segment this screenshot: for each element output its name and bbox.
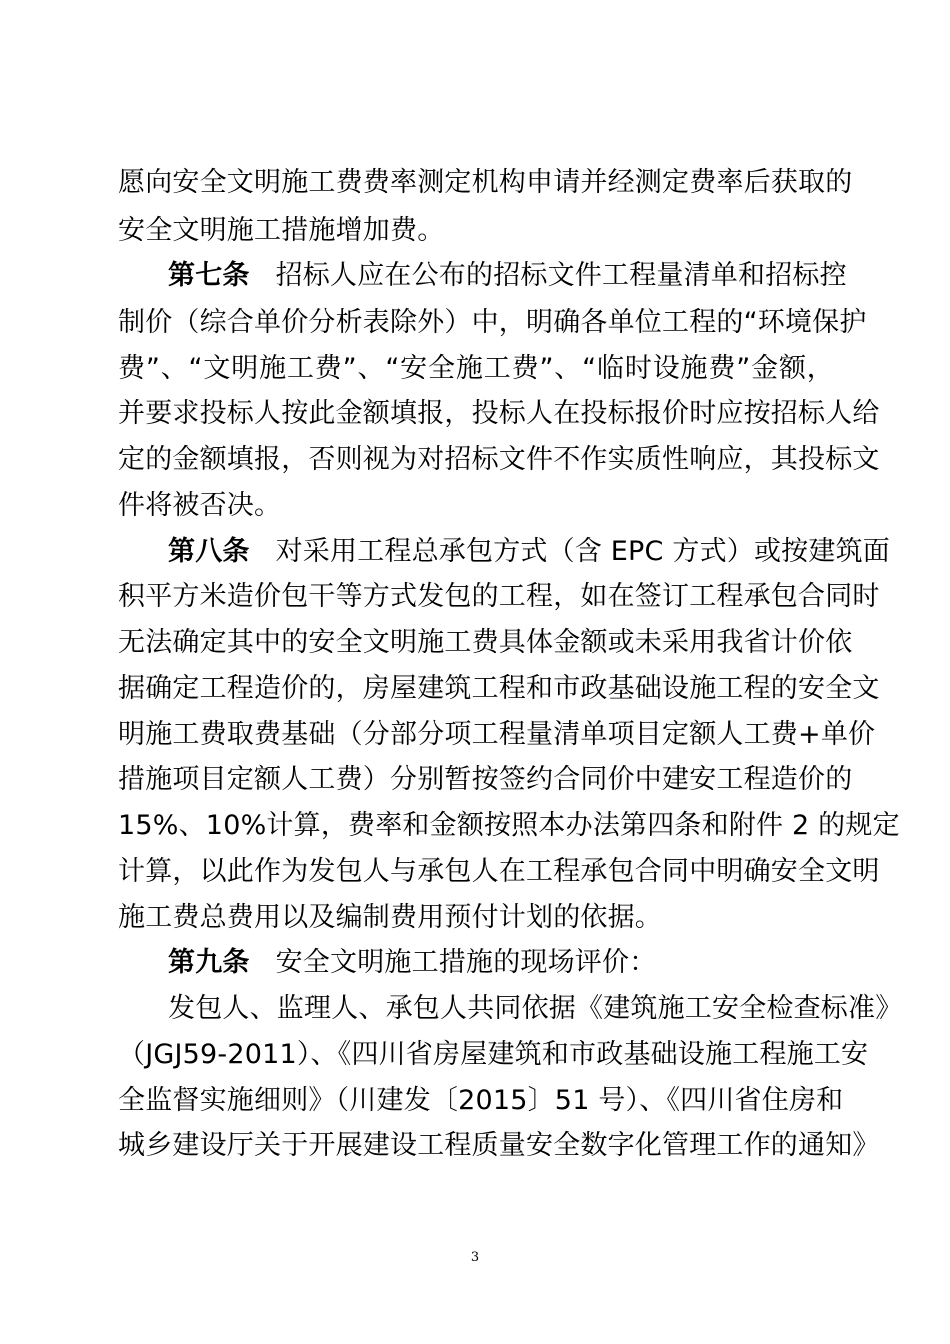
text-line: 施工费总费用以及编制费用预付计划的依据。 bbox=[118, 902, 662, 933]
article-heading: 第八条 bbox=[168, 536, 250, 567]
article-7-first-line bbox=[168, 259, 847, 293]
text-line: 无法确定其中的安全文明施工费具体金额或未采用我省计价依 bbox=[118, 627, 853, 658]
text-line: 安全文明施工措施增加费。 bbox=[118, 215, 445, 246]
text-line: 发包人、监理人、承包人共同依据《建筑施工安全检查标准》 bbox=[168, 993, 903, 1024]
text-line: 计算，以此作为发包人与承包人在工程承包合同中明确安全文明 bbox=[118, 856, 880, 887]
text-line: 全监督实施细则》（川建发〔2015〕51 号）、《四川省住房和 bbox=[118, 1085, 844, 1116]
text-line: 15%、10%计算，费率和金额按照本办法第四条和附件 2 的规定 bbox=[118, 810, 900, 841]
article-heading: 第九条 bbox=[168, 947, 250, 978]
text-line: 并要求投标人按此金额填报，投标人在投标报价时应按招标人给 bbox=[118, 398, 880, 429]
article-heading: 第七条 bbox=[168, 260, 250, 291]
article-text: 安全文明施工措施的现场评价： bbox=[275, 947, 657, 978]
text-line: 愿向安全文明施工费费率测定机构申请并经测定费率后获取的 bbox=[118, 167, 853, 198]
page-number: 3 bbox=[470, 1250, 480, 1265]
text-line: 据确定工程造价的，房屋建筑工程和市政基础设施工程的安全文 bbox=[118, 673, 880, 704]
text-line: 制价（综合单价分析表除外）中，明确各单位工程的“环境保护 bbox=[118, 307, 867, 338]
text-line: 明施工费取费基础（分部分项工程量清单项目定额人工费+单价 bbox=[118, 719, 876, 750]
article-8-first-line bbox=[168, 535, 890, 569]
article-9-first-line bbox=[168, 946, 834, 980]
text-line: 定的金额填报，否则视为对招标文件不作实质性响应，其投标文 bbox=[118, 444, 880, 475]
text-line: 费”、“文明施工费”、“安全施工费”、“临时设施费”金额， bbox=[118, 353, 834, 384]
text-line: 件将被否决。 bbox=[118, 490, 282, 521]
article-text: 对采用工程总承包方式（含 EPC 方式）或按建筑面 bbox=[275, 536, 890, 567]
text-line: 城乡建设厅关于开展建设工程质量安全数字化管理工作的通知》 bbox=[118, 1130, 880, 1161]
text-line: （JGJ59-2011）、《四川省房屋建筑和市政基础设施工程施工安 bbox=[118, 1039, 869, 1070]
text-line: 措施项目定额人工费）分别暂按签约合同价中建安工程造价的 bbox=[118, 764, 853, 795]
article-text: 招标人应在公布的招标文件工程量清单和招标控 bbox=[275, 260, 847, 291]
text-line: 积平方米造价包干等方式发包的工程，如在签订工程承包合同时 bbox=[118, 581, 880, 612]
